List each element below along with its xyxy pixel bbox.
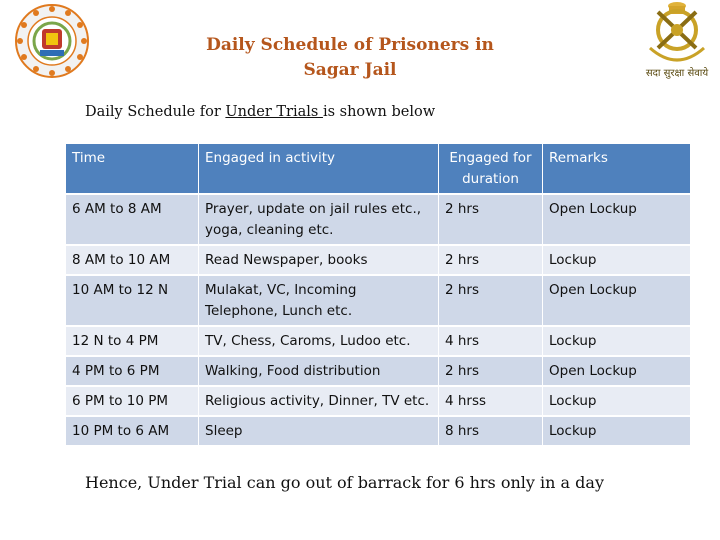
duration-cell: 4 hrs xyxy=(439,327,543,357)
remarks-cell: Open Lockup xyxy=(543,357,691,387)
column-header-duration: Engaged for duration xyxy=(439,144,543,195)
table-row xyxy=(66,417,691,447)
title-line-2: Sagar Jail xyxy=(303,60,397,80)
remarks-cell: Open Lockup xyxy=(543,195,691,246)
remarks-cell: Lockup xyxy=(543,246,691,276)
time-cell: 8 AM to 10 AM xyxy=(66,246,199,276)
table-row xyxy=(66,387,691,417)
time-cell: 10 PM to 6 AM xyxy=(66,417,199,447)
time-cell: 4 PM to 6 PM xyxy=(66,357,199,387)
time-cell: 12 N to 4 PM xyxy=(66,327,199,357)
table-row xyxy=(66,195,691,246)
remarks-cell: Open Lockup xyxy=(543,276,691,327)
page-title xyxy=(150,33,550,83)
remarks-cell: Lockup xyxy=(543,387,691,417)
table-header-row xyxy=(66,144,691,195)
jail-department-logo xyxy=(636,0,718,84)
intro-suffix: is shown below xyxy=(322,104,436,120)
activity-cell: Read Newspaper, books xyxy=(199,246,439,276)
duration-cell: 2 hrs xyxy=(439,276,543,327)
activity-cell: Walking, Food distribution xyxy=(199,357,439,387)
remarks-cell: Lockup xyxy=(543,417,691,447)
column-header-remarks: Remarks xyxy=(543,144,691,195)
table-row xyxy=(66,327,691,357)
schedule-table xyxy=(66,144,691,447)
state-emblem-logo xyxy=(8,2,96,80)
duration-cell: 2 hrs xyxy=(439,246,543,276)
time-cell: 6 PM to 10 PM xyxy=(66,387,199,417)
table-row xyxy=(66,246,691,276)
intro-text xyxy=(85,104,435,120)
footer-note: Hence, Under Trial can go out of barrack for 6 hrs only in a day xyxy=(85,473,604,492)
activity-cell: Prayer, update on jail rules etc., yoga, cleaning etc. xyxy=(199,195,439,246)
duration-cell: 2 hrs xyxy=(439,195,543,246)
activity-cell: TV, Chess, Caroms, Ludoo etc. xyxy=(199,327,439,357)
duration-cell: 2 hrs xyxy=(439,357,543,387)
column-header-time: Time xyxy=(66,144,199,195)
time-cell: 6 AM to 8 AM xyxy=(66,195,199,246)
time-cell: 10 AM to 12 N xyxy=(66,276,199,327)
activity-cell: Religious activity, Dinner, TV etc. xyxy=(199,387,439,417)
intro-underlined: Under Trials xyxy=(225,104,323,120)
remarks-cell: Lockup xyxy=(543,327,691,357)
title-line-1: Daily Schedule of Prisoners in xyxy=(206,35,494,55)
table-row xyxy=(66,276,691,327)
duration-cell: 8 hrs xyxy=(439,417,543,447)
activity-cell: Sleep xyxy=(199,417,439,447)
table-row xyxy=(66,357,691,387)
intro-prefix: Daily Schedule for xyxy=(85,104,226,120)
column-header-activity: Engaged in activity xyxy=(199,144,439,195)
activity-cell: Mulakat, VC, Incoming Telephone, Lunch etc. xyxy=(199,276,439,327)
logo-motto-text: सदा सुरक्षा सेवाये xyxy=(645,68,709,79)
duration-cell: 4 hrss xyxy=(439,387,543,417)
